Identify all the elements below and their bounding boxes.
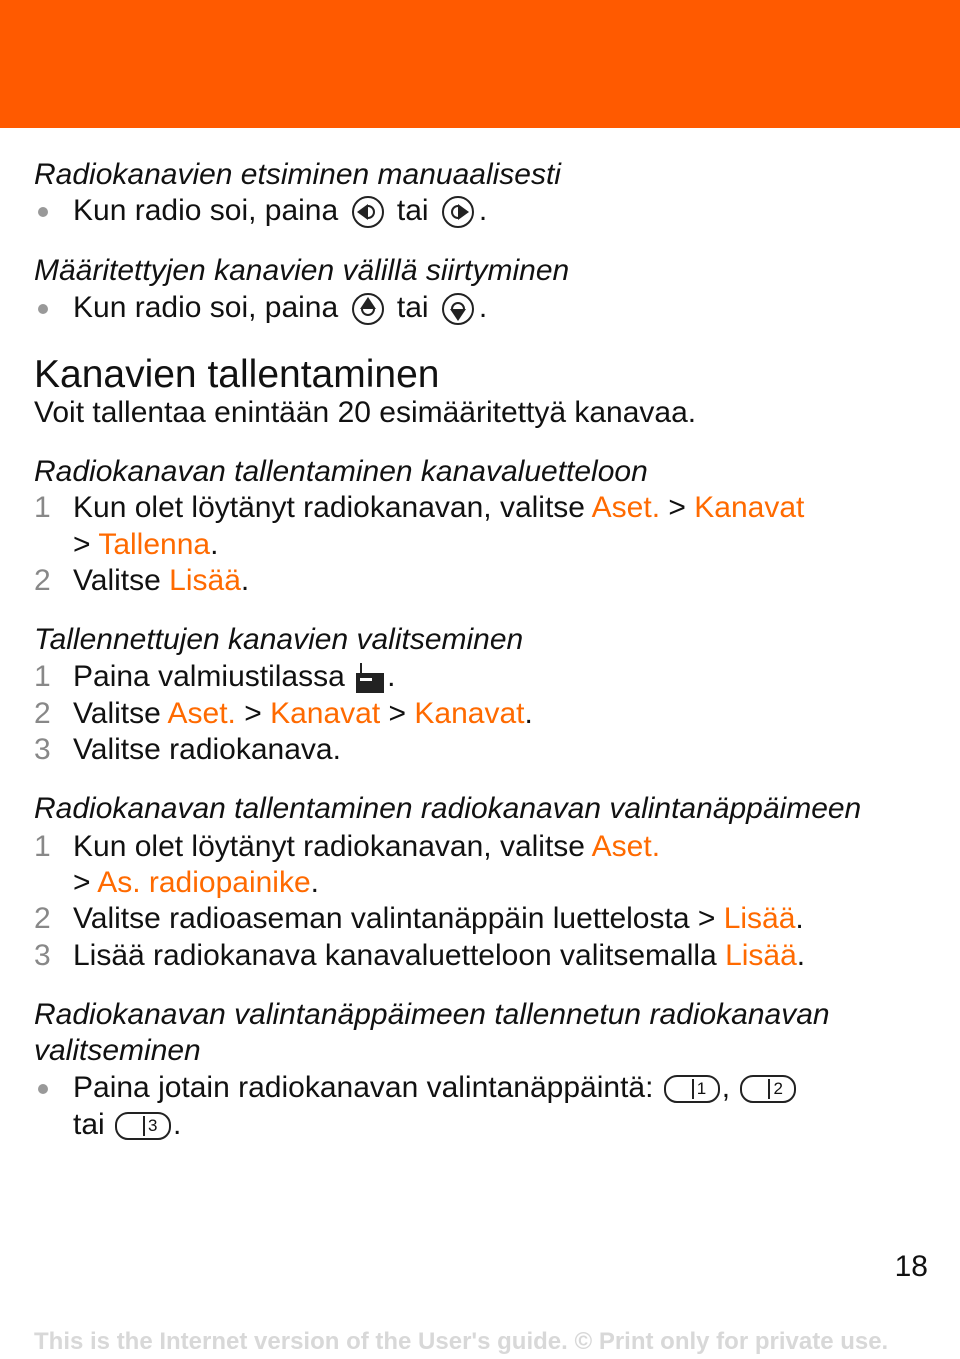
step-number: 2 — [34, 902, 51, 935]
key-label: 2 — [768, 1079, 782, 1099]
page-number: 18 — [894, 1250, 928, 1283]
key-2-icon — [740, 1075, 796, 1103]
link-kanavat[interactable]: Kanavat — [270, 697, 381, 730]
text: . — [478, 291, 488, 324]
bullet — [38, 207, 48, 217]
text: Valitse — [73, 697, 168, 730]
header-bar — [0, 0, 960, 128]
text: > — [660, 491, 695, 524]
heading: Kanavien tallentaminen — [34, 353, 440, 396]
key-1-icon — [664, 1075, 720, 1103]
step-number: 3 — [34, 733, 51, 766]
step-number: 3 — [34, 939, 51, 972]
section-title: Radiokanavan tallentaminen kanavaluetteloon — [34, 455, 648, 488]
key-label: 3 — [143, 1116, 157, 1136]
paragraph: Voit tallentaa enintään 20 esimääritettyä kanavaa. — [34, 396, 697, 429]
section-title: Radiokanavan valintanäppäimeen tallennetun radiokanavan — [34, 998, 830, 1031]
nav-left-icon — [351, 195, 385, 229]
text: . — [478, 194, 488, 227]
section-title: Määritettyjen kanavien välillä siirtyminen — [34, 254, 570, 287]
text: tai — [396, 194, 429, 227]
link-lisaa[interactable]: Lisää — [169, 564, 241, 597]
section-title: Radiokanavan tallentaminen radiokanavan valintanäppäimeen — [34, 792, 862, 825]
text: . — [210, 528, 219, 561]
text: Kun olet löytänyt radiokanavan, valitse — [73, 830, 592, 863]
text: Kun radio soi, paina — [73, 291, 339, 324]
text: Kun radio soi, paina — [73, 194, 339, 227]
step-number: 1 — [34, 491, 51, 524]
nav-down-icon — [441, 292, 475, 326]
bullet — [38, 304, 48, 314]
step-number: 2 — [34, 564, 51, 597]
key-label: 1 — [692, 1079, 706, 1099]
text: Paina jotain radiokanavan valintanäppäintä: — [73, 1071, 654, 1104]
step-number: 1 — [34, 830, 51, 863]
link-aset[interactable]: Aset. — [591, 491, 661, 524]
text: tai — [396, 291, 429, 324]
section-title-cont: valitseminen — [34, 1034, 201, 1067]
footer-note: This is the Internet version of the User's guide. © Print only for private use. — [34, 1328, 889, 1355]
section-title: Radiokanavien etsiminen manuaalisesti — [34, 158, 561, 191]
section-title: Tallennettujen kanavien valitseminen — [34, 623, 524, 656]
radio-icon — [353, 661, 387, 695]
text: Lisää radiokanava kanavaluetteloon valitsemalla — [73, 939, 726, 972]
nav-up-icon — [351, 292, 385, 326]
text: Paina valmiustilassa — [73, 660, 345, 693]
text: Valitse radioaseman valintanäppäin luettelosta > — [73, 902, 724, 935]
nav-right-icon — [441, 195, 475, 229]
link-lisaa[interactable]: Lisää — [725, 939, 797, 972]
link-aset[interactable]: Aset. — [167, 697, 236, 730]
link-tallenna[interactable]: Tallenna — [98, 528, 211, 561]
step-number: 1 — [34, 660, 51, 693]
link-as-radiopainike[interactable]: As. radiopainike — [97, 866, 311, 899]
link-lisaa[interactable]: Lisää — [723, 902, 796, 935]
key-3-icon — [115, 1112, 171, 1140]
text: Kun olet löytänyt radiokanavan, valitse — [73, 491, 592, 524]
step-number: 2 — [34, 697, 51, 730]
text: Valitse — [73, 564, 170, 597]
link-kanavat[interactable]: Kanavat — [414, 697, 525, 730]
link-kanavat[interactable]: Kanavat — [694, 491, 805, 524]
bullet — [38, 1084, 48, 1094]
text: tai — [73, 1108, 105, 1141]
text: Valitse radiokanava. — [73, 733, 341, 766]
link-aset[interactable]: Aset. — [591, 830, 661, 863]
